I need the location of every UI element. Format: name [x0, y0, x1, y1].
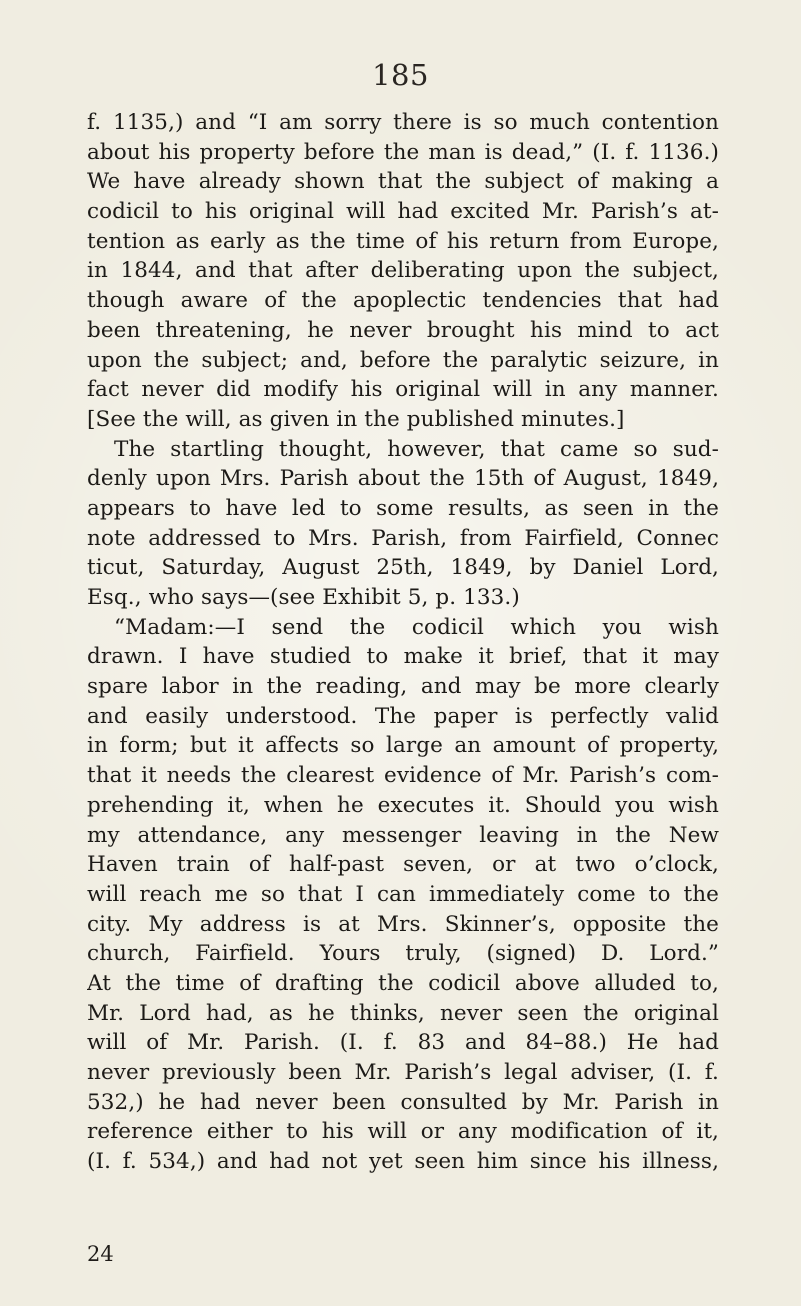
text-line: Mr. Lord had, as he thinks, never seen the original: [87, 1000, 719, 1026]
text-line: been threatening, he never brought his mind to act: [87, 317, 719, 343]
text-line: f. 1135,) and “I am sorry there is so much contention: [87, 110, 719, 135]
text-line: note addressed to Mrs. Parish, from Fairfield, Connec: [87, 525, 719, 551]
text-line: though aware of the apoplectic tendencies that had: [87, 288, 719, 314]
text-line: We have already shown that the subject of making a: [87, 169, 719, 195]
text-line: tention as early as the time of his return from Europe,: [87, 228, 719, 254]
text-line: At the time of drafting the codicil above alluded to,: [87, 970, 719, 996]
body-text: [87, 108, 719, 1177]
signature-mark: 24: [87, 1242, 114, 1266]
text-line: codicil to his original will had excited Mr. Parish’s at-: [87, 199, 719, 225]
text-line: ticut, Saturday, August 25th, 1849, by Daniel Lord,: [87, 555, 719, 581]
text-line: in form; but it affects so large an amount of property,: [87, 733, 719, 759]
text-line: denly upon Mrs. Parish about the 15th of August, 1849,: [87, 466, 719, 492]
text-line: The startling thought, however, that came so sud-: [114, 436, 719, 462]
text-line: reference either to his will or any modification of it,: [87, 1119, 719, 1145]
text-line: in 1844, and that after deliberating upon the subject,: [87, 258, 719, 284]
text-line: [See the will, as given in the published minutes.]: [87, 406, 625, 432]
text-line: appears to have led to some results, as seen in the: [87, 495, 719, 521]
text-line: and easily understood. The paper is perfectly valid: [87, 703, 719, 729]
text-line: drawn. I have studied to make it brief, that it may: [87, 644, 719, 670]
text-line: Haven train of half-past seven, or at two o’clock,: [87, 852, 719, 878]
text-line: that it needs the clearest evidence of Mr. Parish’s com-: [87, 763, 719, 789]
text-line: Esq., who says—(see Exhibit 5, p. 133.): [87, 585, 520, 610]
text-line: upon the subject; and, before the paralytic seizure, in: [87, 347, 719, 373]
page-number: 185: [372, 58, 429, 92]
text-line: fact never did modify his original will in any manner.: [87, 377, 719, 403]
text-line: my attendance, any messenger leaving in the New: [87, 822, 719, 848]
text-line: (I. f. 534,) and had not yet seen him since his illness,: [87, 1149, 719, 1175]
text-line: church, Fairfield. Yours truly, (signed) D. Lord.”: [87, 941, 719, 967]
text-line: never previously been Mr. Parish’s legal adviser, (I. f.: [87, 1060, 719, 1085]
text-line: prehending it, when he executes it. Should you wish: [87, 792, 719, 818]
text-line: will reach me so that I can immediately come to the: [87, 881, 719, 907]
text-line: city. My address is at Mrs. Skinner’s, opposite the: [87, 911, 719, 937]
text-line: “Madam:—I send the codicil which you wish: [114, 614, 719, 640]
text-line: spare labor in the reading, and may be more clearly: [87, 674, 719, 700]
text-line: will of Mr. Parish. (I. f. 83 and 84–88.) He had: [87, 1030, 719, 1056]
text-line: 532,) he had never been consulted by Mr. Parish in: [87, 1089, 719, 1115]
text-line: about his property before the man is dead,” (I. f. 1136.): [87, 139, 719, 165]
